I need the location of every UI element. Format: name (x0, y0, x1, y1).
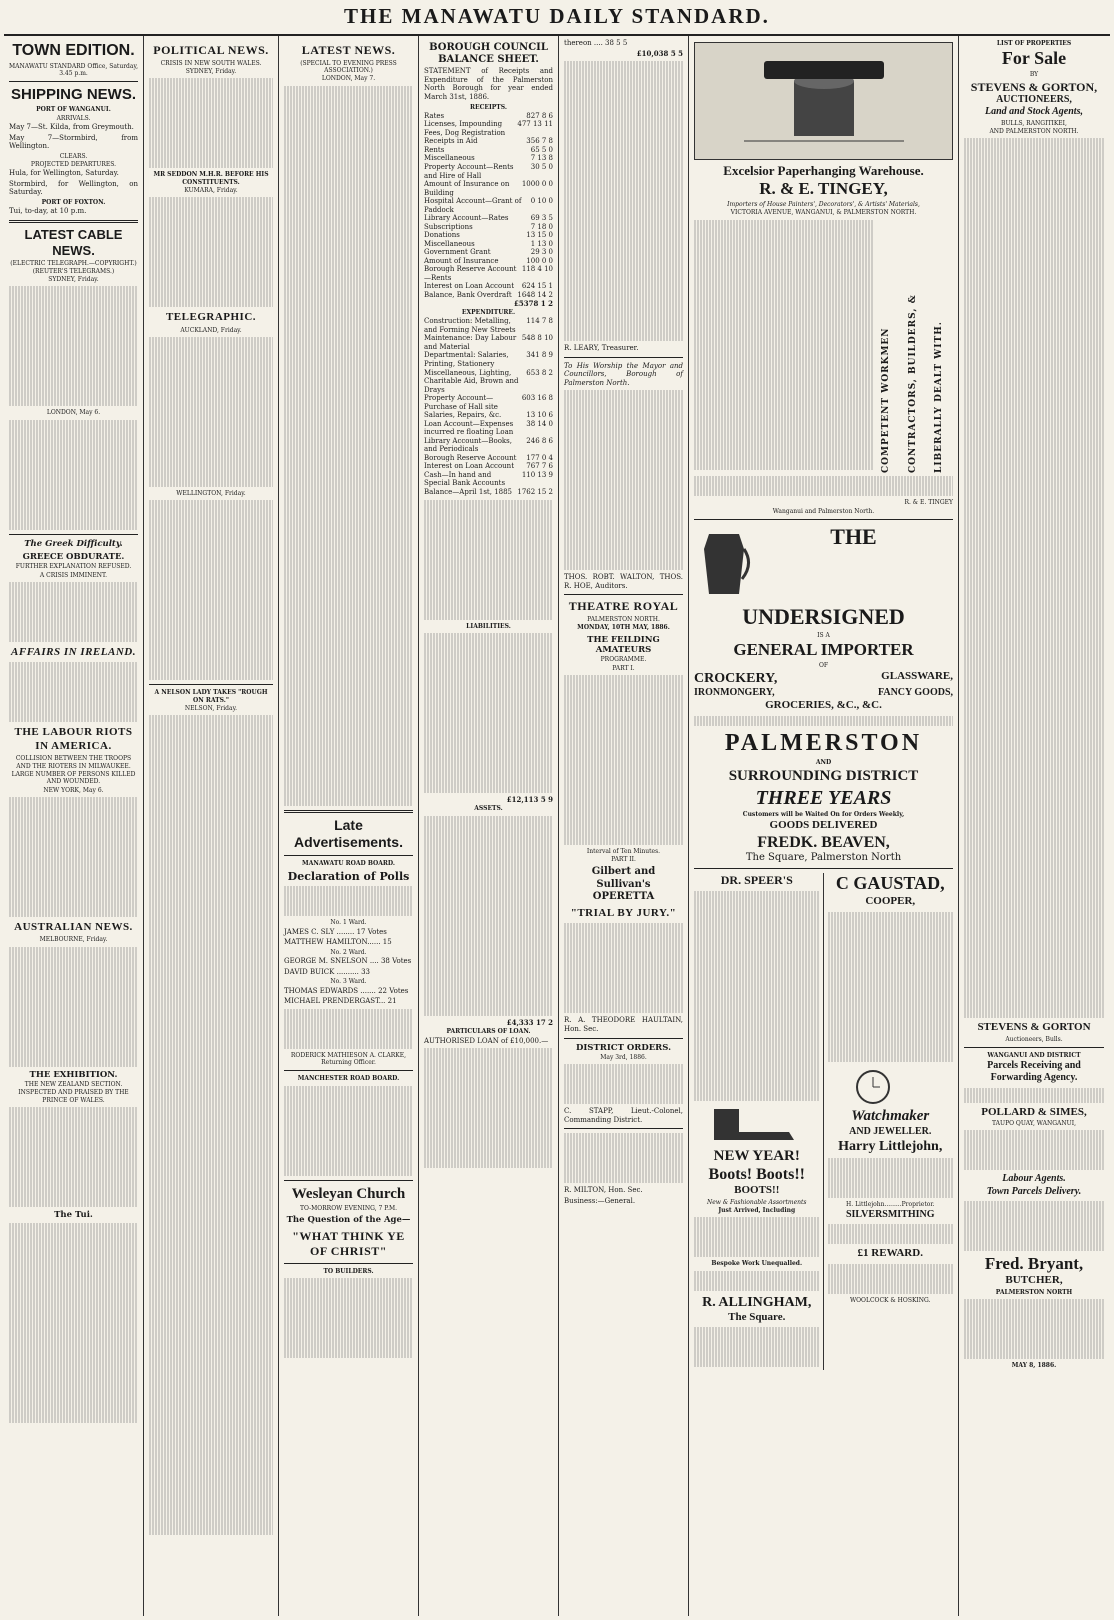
office-line: MANAWATU STANDARD Office, Saturday, 3.45 p.m. (9, 62, 138, 77)
liabilities-label: LIABILITIES. (466, 622, 511, 630)
vote-2: MATTHEW HAMILTON...... 15 (284, 938, 392, 947)
liabilities-total: £12,113 5 9 (506, 794, 553, 804)
greek-heading: The Greek Difficulty. (24, 538, 123, 549)
haultain-line: R. A. THEODORE HAULTAIN, Hon. Sec. (564, 1016, 683, 1033)
row-amount: 69 3 5 (530, 214, 553, 223)
columns (4, 36, 1110, 1616)
row-label: Miscellaneous (424, 154, 475, 163)
undersigned-word: UNDERSIGNED (742, 603, 905, 629)
row-amount: 1648 14 2 (517, 290, 553, 299)
foxton-line: Tui, to-day, at 10 p.m. (9, 207, 87, 216)
tingey-name: R. & E. TINGEY, (759, 178, 888, 198)
stevens-gorton-2: STEVENS & GORTON (977, 1021, 1091, 1034)
new-year: NEW YEAR! (713, 1147, 800, 1164)
row-amount: 100 0 0 (526, 256, 553, 265)
ironmongery: IRONMONGERY, (694, 687, 775, 699)
pollard-simes: POLLARD & SIMES, (981, 1105, 1087, 1118)
parcels-agency: Parcels Receiving and Forwarding Agency. (987, 1060, 1081, 1084)
crockery: CROCKERY, (694, 671, 778, 687)
gaustad: C GAUSTAD, (835, 873, 945, 894)
theatre-date: MONDAY, 10TH MAY, 1886. (577, 624, 670, 632)
dateline-london-2: LONDON, May 7. (321, 75, 376, 83)
row-label: Miscellaneous (424, 239, 475, 248)
part-1-label: PART I. (612, 664, 635, 672)
port-wanganui: PORT OF WANGANUI. (36, 106, 111, 114)
tingey-signoff: R. & E. TINGEY (904, 499, 953, 507)
row-label: Receipts in Aid (424, 137, 478, 146)
dateline-london: LONDON, May 6. (46, 409, 101, 417)
jug-icon (694, 524, 754, 604)
row-amount: 548 8 10 (521, 334, 553, 343)
inspected-sub: INSPECTED AND PRAISED BY THE PRINCE OF WALES. (18, 1089, 129, 1104)
vote-5: THOMAS EDWARDS ....... 22 Votes (284, 986, 409, 995)
projected-label: PROJECTED DEPARTURES. (30, 160, 117, 168)
general-importer: GENERAL IMPORTER (733, 639, 914, 659)
christ-line: "WHAT THINK YE OF CHRIST" (292, 1229, 405, 1259)
just-arrived: Just Arrived, Including (718, 1207, 796, 1215)
political-heading: POLITICAL NEWS. (153, 43, 269, 57)
declaration-heading: Declaration of Polls (287, 870, 410, 884)
column-3 (279, 36, 419, 1616)
column-2 (144, 36, 279, 1616)
wesleyan-heading: Wesleyan Church (291, 1185, 406, 1202)
row-amount: 118 4 10 (521, 265, 553, 274)
auctioneers: AUCTIONEERS, (996, 94, 1072, 106)
col5-total: £10,038 5 5 (636, 48, 683, 58)
taupo-quay: TAUPO QUAY, WANGANUI, (992, 1120, 1076, 1128)
customers-line: Customers will be Waited On for Orders Weekly, (742, 810, 905, 818)
row-amount: 1000 0 0 (521, 180, 553, 189)
table-row (424, 471, 553, 488)
proprietor-line: H. Littlejohn.........Proprietor. (846, 1200, 935, 1208)
table-row (424, 265, 553, 282)
table-row (424, 420, 553, 437)
list-heading: LIST OF PROPERTIES (996, 40, 1072, 47)
killed-sub: LARGE NUMBER OF PERSONS KILLED AND WOUNDED. (11, 770, 136, 786)
programme-label: PROGRAMME. (600, 656, 647, 664)
ward-3-label: No. 3 Ward. (330, 978, 367, 986)
vote-3: GEORGE M. SNELSON .... 38 Votes (284, 957, 412, 966)
row-label: Property Account—Rents and Hire of Hall (424, 163, 514, 180)
reward-heading: £1 REWARD. (857, 1247, 923, 1260)
dateline-newyork: NEW YORK, May 6. (43, 786, 104, 794)
vote-1: JAMES C. SLY ........ 17 Votes (284, 927, 387, 936)
side-text-2: CONTRACTORS, BUILDERS, & (907, 294, 918, 474)
watch-icon (828, 1065, 918, 1105)
beaven-address: The Square, Palmerston North (745, 852, 902, 864)
paint-pot-icon (724, 51, 924, 151)
riots-heading: THE LABOUR RIOTS IN AMERICA. (14, 726, 133, 752)
interval-line: Interval of Ten Minutes. (586, 847, 661, 855)
milton-line: R. MILTON, Hon. Sec. (564, 1186, 643, 1195)
port-foxton: PORT OF FOXTON. (41, 198, 106, 206)
town-parcels: Town Parcels Delivery. (986, 1185, 1082, 1197)
balance-intro: STATEMENT of Receipts and Expenditure of the Palmerston North Borough for year ended March 31st, 1886. (424, 67, 553, 101)
side-text-1: COMPETENT WORKMEN (880, 327, 891, 474)
row-label: Rents (424, 145, 445, 154)
table-row (424, 231, 553, 240)
builders-heading: TO BUILDERS. (323, 1267, 374, 1275)
crisis-nsw: CRISIS IN NEW SOUTH WALES. (160, 59, 262, 67)
receipts-table (424, 112, 553, 300)
row-label: Property Account—Purchase of Hall site (424, 394, 498, 411)
table-row (424, 223, 553, 232)
table-row (424, 240, 553, 249)
row-label: Interest on Loan Account (424, 462, 515, 471)
hosking-line: WOOLCOCK & HOSKING. (849, 1296, 931, 1304)
tingey-sidebar (873, 217, 953, 473)
is-a: IS A (817, 631, 830, 639)
table-row (424, 437, 553, 454)
beaven-name: FREDK. BEAVEN, (757, 833, 890, 851)
row-label: Government Grant (424, 248, 491, 257)
table-row (424, 214, 553, 223)
row-amount: 177 0 4 (526, 453, 553, 462)
shipping-heading: SHIPPING NEWS. (10, 86, 137, 104)
receipts-label: RECEIPTS. (470, 103, 507, 111)
cooper: COOPER, (865, 895, 916, 908)
table-row (424, 120, 553, 137)
row-label: Amount of Insurance on Building (424, 180, 510, 197)
watchmaker: Watchmaker (851, 1108, 930, 1125)
table-row (424, 411, 553, 420)
row-label: Library Account—Books, and Periodicals (424, 436, 512, 454)
table-row (424, 351, 553, 368)
and-word: AND (815, 758, 832, 766)
seddon-heading: MR SEDDON M.H.R. BEFORE HIS CONSTITUENTS. (153, 171, 269, 186)
dateline-melbourne: MELBOURNE, Friday. (39, 936, 108, 944)
trial-by-jury: "TRIAL BY JURY." (570, 907, 677, 920)
row-label: Departmental: Salaries, Printing, Stationery (424, 351, 509, 368)
table-row (424, 394, 553, 411)
district-orders: DISTRICT ORDERS. (575, 1042, 672, 1053)
row-amount: 0 10 0 (530, 197, 553, 206)
telegraphic-heading: TELEGRAPHIC. (165, 311, 257, 324)
side-text-3: LIBERALLY DEALT WITH. (934, 321, 945, 474)
row-label: Salaries, Repairs, &c. (424, 411, 502, 420)
butcher: BUTCHER, (1005, 1274, 1063, 1287)
row-label: Licenses, Impounding Fees, Dog Registration (424, 120, 506, 137)
tui-heading: The Tui. (54, 1209, 93, 1220)
row-label: Library Account—Rates (424, 214, 509, 223)
row-label: Interest on Loan Account (424, 282, 515, 291)
arrivals-label: ARRIVALS. (56, 114, 91, 122)
surrounding-district: SURROUNDING DISTRICT (728, 768, 919, 785)
stevens-gorton: STEVENS & GORTON, (970, 79, 1098, 94)
special-sub: (SPECIAL TO EVENING PRESS ASSOCIATION.) (300, 59, 397, 74)
tomorrow-line: TO-MORROW EVENING, 7 P.M. (299, 1204, 398, 1212)
row-amount: 7 13 8 (530, 154, 553, 163)
row-label: Construction: Metalling, and Forming New Streets (424, 317, 516, 334)
worship-line: To His Worship the Mayor and Councillors, Borough of Palmerston North. (564, 361, 683, 387)
departure-2: Stormbird, for Wellington, on Saturday. (9, 179, 138, 197)
row-amount: 1 13 0 (530, 239, 553, 248)
assets-total: £4,333 17 2 (506, 1017, 553, 1027)
nz-section: THE NEW ZEALAND SECTION. (24, 1080, 123, 1088)
row-label: Rates (424, 111, 445, 120)
loan-heading: PARTICULARS OF LOAN. (446, 1028, 531, 1036)
clears-label: CLEARS. (59, 152, 88, 160)
row-amount: 477 13 11 (517, 120, 553, 129)
wanganui-district: WANGANUI AND DISTRICT (987, 1051, 1081, 1059)
table-row (424, 317, 553, 334)
fashionable: New & Fashionable Assortments (706, 1198, 807, 1206)
theatre-sub: PALMERSTON NORTH. (587, 615, 660, 623)
row-amount: 110 13 9 (521, 470, 553, 479)
ward-1-label: No. 1 Ward. (330, 919, 367, 927)
dateline-sydney: SYDNEY, Friday. (48, 276, 99, 284)
exhibition-heading: THE EXHIBITION. (29, 1069, 118, 1080)
table-row (424, 488, 553, 497)
row-label: Amount of Insurance (424, 256, 499, 265)
row-label: Loan Account—Expenses incurred re floating Loan (424, 419, 514, 437)
row-amount: 653 8 2 (526, 368, 553, 377)
fancy-goods: FANCY GOODS, (878, 687, 953, 699)
auctioneers-bulls: Auctioneers, Bulls. (1005, 1035, 1063, 1043)
row-amount: 30 5 0 (530, 163, 553, 171)
column-5 (559, 36, 689, 1616)
column-4 (419, 36, 559, 1616)
row-amount: 624 15 1 (521, 282, 553, 291)
auditors-line: THOS. ROBT. WALTON, THOS. R. HOE, Auditors. (564, 573, 683, 590)
row-label: Balance, Bank Overdraft (424, 290, 512, 299)
arrival-2: May 7—Stormbird, from Wellington. (9, 133, 138, 151)
latest-heading: LATEST NEWS. (301, 43, 396, 57)
masthead: THE MANAWATU DAILY STANDARD. (4, 0, 1110, 36)
row-label: Hospital Account—Grant of Paddock (424, 197, 522, 214)
table-row (424, 369, 553, 395)
treasurer-signoff: R. LEARY, Treasurer. (564, 344, 639, 353)
land-stock: Land and Stock Agents, (985, 106, 1083, 118)
the-word: THE (830, 523, 877, 549)
jeweller: AND JEWELLER. (849, 1125, 932, 1137)
tingey-logo-illustration (694, 42, 953, 160)
table-row (424, 154, 553, 163)
row-amount: 13 15 0 (526, 231, 553, 240)
row-amount: 356 7 8 (526, 137, 553, 146)
for-sale: For Sale (1001, 48, 1067, 69)
late-ads-heading: Late Advertisements. (294, 816, 403, 850)
goods-delivered: GOODS DELIVERED (769, 819, 878, 832)
allingham: R. ALLINGHAM, (702, 1294, 812, 1310)
cable-heading: LATEST CABLE NEWS. (24, 226, 123, 258)
table-row (424, 454, 553, 463)
table-row (424, 180, 553, 197)
table-row (424, 257, 553, 266)
allingham-square: The Square. (728, 1310, 786, 1323)
fred-bryant: Fred. Bryant, (984, 1253, 1084, 1273)
table-row (424, 197, 553, 214)
table-row (424, 137, 553, 146)
row-label: Cash—In hand and Special Bank Accounts (424, 470, 506, 488)
column-7 (959, 36, 1109, 1616)
table-row (424, 334, 553, 351)
bespoke: Bespoke Work Unequalled. (711, 1260, 803, 1268)
arrival-1: May 7—St. Kilda, from Greymouth. (9, 123, 134, 132)
table-row (424, 248, 553, 257)
assets-label: ASSETS. (474, 805, 503, 813)
thereon-line: thereon .... 38 5 5 (564, 39, 628, 47)
ward-2-label: No. 2 Ward. (330, 948, 367, 956)
table-row (424, 282, 553, 291)
boots-line-2: BOOTS!! (734, 1184, 780, 1197)
table-row (424, 112, 553, 121)
row-label: Balance—April 1st, 1885 (424, 487, 513, 496)
manchester-heading: MANCHESTER ROAD BOARD. (297, 1075, 400, 1083)
dateline-kumara: KUMARA, Friday. (184, 186, 238, 194)
row-amount: 827 8 6 (526, 111, 553, 120)
three-years: THREE YEARS (755, 786, 892, 809)
table-row (424, 163, 553, 180)
crisis-imminent: A CRISIS IMMINENT. (39, 571, 108, 579)
boots-line: Boots! Boots!! (708, 1165, 805, 1183)
road-board-heading: MANAWATU ROAD BOARD. (302, 859, 395, 867)
further-explanation: FURTHER EXPLANATION REFUSED. (15, 563, 132, 571)
labour-agents: Labour Agents. (1002, 1173, 1066, 1185)
boot-icon (694, 1104, 814, 1144)
cable-source: (ELECTRIC TELEGRAPH.—COPYRIGHT.) (REUTER'S TELEGRAMS.) (10, 260, 137, 275)
excelsior-heading: Excelsior Paperhanging Warehouse. (723, 163, 924, 178)
row-label: Miscellaneous, Lighting, Charitable Aid, Brown and Drays (424, 368, 519, 394)
part-2-label: PART II. (611, 856, 636, 864)
tingey-importers: Importers of House Painters', Decorators', & Artists' Materials, (727, 200, 920, 208)
gilbert-line: Gilbert and Sullivan's OPERETTA (591, 866, 656, 902)
departure-1: Hula, for Wellington, Saturday. (9, 169, 119, 178)
silversmithing: SILVERSMITHING (845, 1209, 935, 1221)
table-row (424, 146, 553, 155)
greece-obdurate: GREECE OBDURATE. (22, 552, 125, 563)
row-amount: 603 16 8 (521, 394, 553, 403)
collision-sub: COLLISION BETWEEN THE TROOPS AND THE RIOTERS IN MILWAUKEE. (15, 755, 132, 770)
column-6 (689, 36, 959, 1616)
and-pn: AND PALMERSTON NORTH. (989, 127, 1079, 135)
table-row (424, 462, 553, 471)
dateline-sydney-2: SYDNEY, Friday. (185, 67, 237, 75)
loan-amount: AUTHORISED LOAN of £10,000.— (424, 1036, 549, 1045)
australian-heading: AUSTRALIAN NEWS. (14, 920, 133, 933)
imprint-date: MAY 8, 1886. (1011, 1362, 1057, 1370)
row-amount: 767 7 6 (526, 462, 553, 471)
returning-officer: RODERICK MATHIESON A. CLARKE, Returning Officer. (290, 1051, 407, 1066)
speer-heading: DR. SPEER'S (720, 873, 793, 888)
expenditure-label: EXPENDITURE. (461, 309, 516, 317)
row-amount: 38 14 0 (526, 419, 553, 428)
business-line: Business:—General. (564, 1196, 636, 1205)
row-label: Borough Reserve Account—Rents (424, 265, 517, 282)
row-amount: 65 5 0 (530, 145, 553, 154)
tingey-address: VICTORIA AVENUE, WANGANUI, & PALMERSTON NORTH. (730, 208, 917, 216)
row-label: Donations (424, 231, 460, 240)
dateline-auckland: AUCKLAND, Friday. (180, 326, 242, 334)
row-label: Borough Reserve Account (424, 453, 517, 462)
column-1 (4, 36, 144, 1616)
groceries: GROCERIES, &C., &C. (765, 699, 882, 712)
receipts-total: £5378 1 2 (514, 298, 553, 308)
row-amount: 7 18 0 (530, 222, 553, 231)
lady-rats-heading: A NELSON LADY TAKES "ROUGH ON RATS." (154, 689, 268, 704)
town-edition-heading: TOWN EDITION. (12, 42, 135, 59)
theatre-heading: THEATRE ROYAL (568, 599, 679, 614)
row-amount: 1762 15 2 (517, 487, 553, 496)
row-amount: 341 8 9 (526, 351, 553, 360)
littlejohn: Harry Littlejohn, (838, 1138, 943, 1154)
of-word: OF (818, 661, 829, 669)
glassware: GLASSWARE, (881, 670, 953, 683)
row-amount: 13 10 6 (526, 411, 553, 420)
row-label: Maintenance: Day Labour and Material (424, 334, 517, 351)
dateline-wellington: WELLINGTON, Friday. (176, 489, 246, 497)
bulls-line: BULLS, RANGITIKEI, (1001, 119, 1067, 127)
question-line: The Question of the Age— (286, 1215, 411, 1226)
fielding-amateurs: THE FEILDING AMATEURS (587, 634, 660, 655)
balance-sheet-heading: BOROUGH COUNCIL BALANCE SHEET. (429, 42, 548, 66)
ireland-heading: AFFAIRS IN IRELAND. (11, 646, 136, 659)
row-label: Subscriptions (424, 222, 473, 231)
receipts-total-row (424, 300, 553, 309)
row-amount: 29 3 0 (530, 248, 553, 257)
row-amount: 114 7 8 (526, 317, 553, 326)
bryant-pn: PALMERSTON NORTH (995, 1288, 1073, 1296)
stapp-line: C. STAPP, Lieut.-Colonel, Commanding District. (564, 1107, 683, 1124)
vote-6: MICHAEL PRENDERGAST... 21 (284, 997, 397, 1006)
district-date: May 3rd, 1886. (600, 1053, 647, 1061)
by-word: BY (1029, 71, 1039, 79)
row-amount: 246 8 6 (526, 436, 553, 445)
palmerston: PALMERSTON (724, 729, 923, 756)
vote-4: DAVID BUICK .......... 33 (284, 967, 370, 976)
tingey-places: Wanganui and Palmerston North. (772, 507, 875, 515)
expenditure-table (424, 317, 553, 496)
dateline-nelson: NELSON, Friday. (184, 704, 238, 712)
